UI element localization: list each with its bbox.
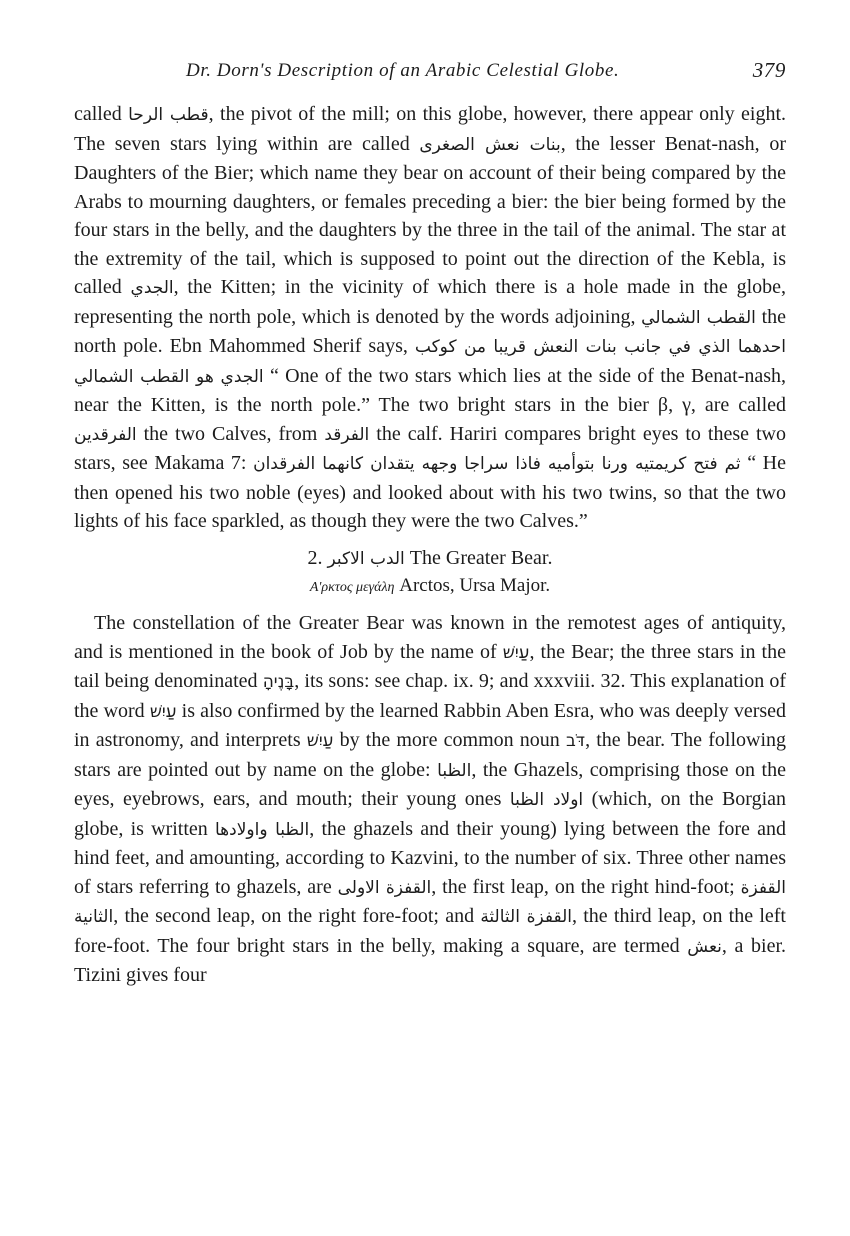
arabic-term: الظبا: [437, 760, 472, 781]
running-title: Dr. Dorn's Description of an Arabic Celestial Globe.: [186, 60, 620, 81]
arabic-quotation: ثم فتح كريمتيه ورنا بتوأميه فاذا سراجا وجهه يتقدان كانهما الفرقدان: [253, 454, 741, 474]
arabic-term: القطب الشمالي: [641, 307, 756, 328]
text-run: , the lesser Benat-nash, or Daughters of the Bier; which name they bear on account of their being compared by the Arabs to mourning daughters, or females preceding a bier: the bier being formed by the four stars in the belly, and the daughters by the three in the tail of the animal. The star at the extremity of the tail, which is supposed to point out the direction of the Kebla, is called: [74, 132, 786, 298]
section-latin-name: Arctos, Ursa Major.: [399, 575, 551, 596]
hebrew-term: עַיִשׁ: [306, 731, 334, 751]
text-run: “ He then opened his two noble (eyes) and looked about with his two twins, so that the two lights of his face sparkled, as though they were the two Calves.”: [74, 452, 787, 532]
text-run: (which, on the Borgian globe, is written: [74, 788, 787, 840]
text-run: , the bear. The following stars are pointed out by name on the globe:: [74, 729, 786, 781]
hebrew-term: דֹּב: [565, 731, 586, 751]
text-run: , the Ghazels, comprising those on the eyes, eyebrows, ears, and mouth; their young ones: [74, 758, 786, 810]
hebrew-term: עַיִשׁ: [149, 701, 177, 722]
paragraph-greater-bear: [74, 609, 786, 990]
page: [74, 56, 786, 990]
arabic-quotation: احدهما الذي في جانب بنات النعش قريبا من كوكب الجدي هو القطب الشمالي: [74, 337, 787, 387]
running-head: [74, 56, 786, 90]
text-run: , the Bear; the three stars in the tail being denominated: [74, 640, 786, 692]
arabic-term: الفرقدين: [74, 424, 137, 445]
hebrew-term: בָּנֶיהָ: [262, 672, 295, 692]
section-greek-name: Α'ρκτος μεγάλη: [309, 580, 395, 595]
arabic-term: القفزة الثالثة: [480, 907, 572, 927]
arabic-term: نعش: [687, 936, 722, 957]
section-subheading: [74, 573, 786, 601]
text-run: is also confirmed by the learned Rabbin Aben Esra, who was deeply versed in astronomy, and interprets: [74, 699, 787, 751]
arabic-term: القفزة الاولى: [337, 877, 432, 898]
hebrew-term: עַיִשׁ: [502, 642, 530, 663]
arabic-term: القفزة الثانية: [74, 877, 787, 927]
arabic-term: بنات نعش الصغرى: [419, 134, 561, 155]
arabic-term: الظبا واولادها: [214, 819, 310, 840]
arabic-term: الجدي: [130, 278, 174, 298]
text-run: by the more common noun: [339, 729, 560, 751]
text-run: the calf. Hariri compares bright eyes to these two stars, see Makama 7:: [74, 422, 787, 474]
text-run: , the Kitten; in the vicinity of which there is a hole made in the globe, representing the north pole, which is denoted by the words adjoining,: [74, 276, 787, 328]
section-number: 2.: [307, 546, 323, 569]
text-run: , the first leap, on the right hind-foot;: [431, 875, 735, 898]
text-run: , the ghazels and their young) lying between the fore and hind feet, and amounting, according to Kazvini, to the number of six. Three other names of stars referring to ghazels, are: [74, 817, 786, 898]
page-number: 379: [752, 58, 786, 82]
section-title: The Greater Bear.: [409, 546, 553, 569]
arabic-term: الفرقد: [324, 424, 370, 445]
arabic-term: اولاد الظبا: [509, 790, 584, 810]
text-run: “ One of the two stars which lies at the side of the Benat-nash, near the Kitten, is the north pole.” The two bright stars in the bier β, γ, are called: [74, 364, 787, 416]
text-run: , its sons: see chap. ix. 9; and xxxviii. 32. This explanation of the word: [74, 670, 787, 722]
text-run: the two Calves, from: [143, 422, 318, 445]
paragraph-benat-nash: [74, 100, 786, 536]
text-run: The constellation of the Greater Bear was known in the remotest ages of antiquity, and is mentioned in the book of Job by the name of: [74, 612, 786, 663]
text-run: the north pole. Ebn Mahommed Sherif says,: [74, 305, 787, 357]
text-run: , a bier. Tizini gives four: [74, 934, 787, 986]
text-run: called: [74, 103, 122, 125]
text-run: , the second leap, on the right fore-foot; and: [113, 905, 475, 927]
section-arabic-name: الدب الاكبر: [327, 548, 405, 569]
body-text: [74, 100, 786, 990]
arabic-term: قطب الرحا: [128, 105, 209, 125]
text-run: , the third leap, on the left fore-foot. The four bright stars in the belly, making a square, are termed: [74, 905, 786, 957]
text-run: , the pivot of the mill; on this globe, however, there appear only eight. The seven stars lying within are called: [74, 103, 787, 155]
section-heading: [74, 544, 786, 574]
